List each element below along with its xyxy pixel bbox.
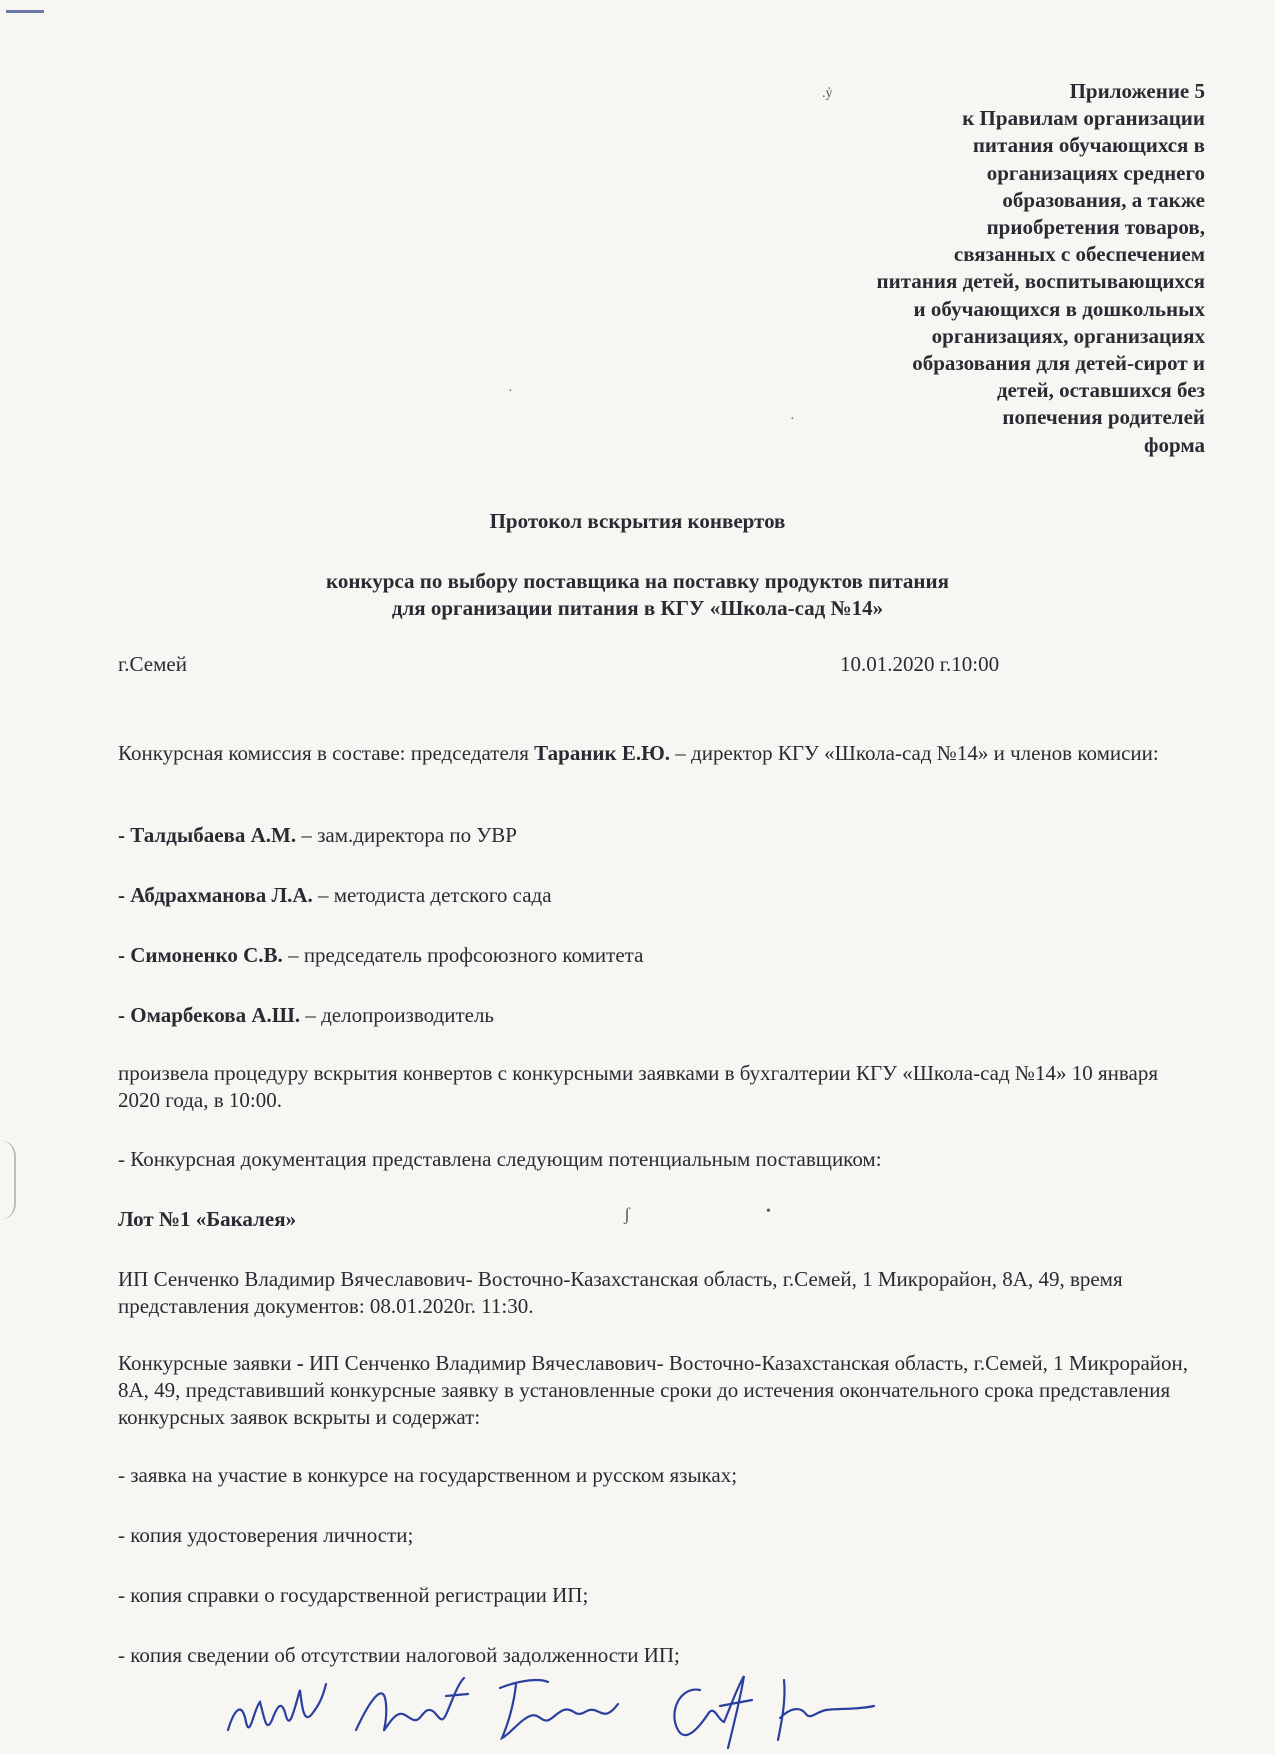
signature-4-icon bbox=[660, 1660, 760, 1754]
member-name: - Талдыбаева А.М. bbox=[118, 823, 297, 847]
appendix-line: и обучающихся в дошкольных bbox=[913, 296, 1205, 321]
appendix-line: питания обучающихся в bbox=[972, 133, 1205, 158]
scan-speck: .ỷ bbox=[822, 86, 833, 101]
scan-speck: · bbox=[508, 384, 513, 399]
appendix-line: к Правилам организации bbox=[962, 106, 1205, 131]
appendix-line: детей, оставшихся без bbox=[996, 378, 1205, 403]
commission-member bbox=[118, 942, 1198, 969]
appendix-line: Приложение 5 bbox=[1069, 79, 1205, 103]
document-list-item: - заявка на участие в конкурсе на государственном и русском языках; bbox=[118, 1463, 738, 1487]
appendix-line: образования, а также bbox=[1002, 187, 1205, 212]
appendix-line: организациях, организациях bbox=[931, 323, 1205, 348]
document-list-item: - копия справки о государственной регистрации ИП; bbox=[118, 1583, 589, 1607]
document-place: г.Семей bbox=[118, 652, 187, 676]
scan-speck: · bbox=[790, 412, 795, 427]
commission-chair-name: Тараник Е.Ю. bbox=[534, 741, 671, 765]
documentation-paragraph: - Конкурсная документация представлена следующим потенциальным поставщиком: bbox=[118, 1147, 882, 1171]
appendix-line: связанных с обеспечением bbox=[953, 242, 1205, 267]
scan-speck: ʃ bbox=[624, 1204, 630, 1224]
scan-corner-mark bbox=[6, 10, 44, 13]
commission-member bbox=[118, 1002, 1198, 1029]
lot-title: Лот №1 «Бакалея» bbox=[118, 1207, 297, 1231]
member-name: - Омарбекова А.Ш. bbox=[118, 1003, 301, 1027]
member-role: – делопроизводитель bbox=[300, 1003, 494, 1027]
applications-label: Конкурсные заявки bbox=[118, 1351, 292, 1375]
commission-intro-after: – директор КГУ «Школа-сад №14» и членов комиcии: bbox=[670, 741, 1159, 765]
procedure-paragraph: произвела процедуру вскрытия конвертов с конкурсными заявками в бухгалтерии КГУ «Школа-сад №14» 10 января 2020 года, в 10:00. bbox=[118, 1061, 1158, 1112]
document-datetime: 10.01.2020 г.10:00 bbox=[840, 652, 1000, 676]
member-role: – методиста детского сада bbox=[312, 883, 552, 907]
appendix-line: организациях среднего bbox=[986, 160, 1205, 185]
applications-dash: - bbox=[291, 1351, 309, 1375]
scan-speck: • bbox=[766, 1204, 771, 1219]
document-title: Протокол вскрытия конвертов bbox=[489, 509, 786, 533]
commission-member bbox=[118, 822, 1198, 849]
member-name: - Абдрахманова Л.А. bbox=[118, 883, 313, 907]
appendix-line: питания детей, воспитывающихся bbox=[876, 269, 1205, 294]
appendix-line: попечения родителей bbox=[1002, 405, 1205, 430]
signature-5-icon bbox=[770, 1660, 880, 1754]
appendix-line: приобретения товаров, bbox=[986, 215, 1205, 240]
appendix-line: форма bbox=[1143, 432, 1205, 457]
appendix-header bbox=[775, 78, 1205, 459]
member-role: – председатель профсоюзного комитета bbox=[282, 943, 644, 967]
subtitle-line: конкурса по выбору поставщика на поставку продуктов питания bbox=[326, 569, 949, 593]
applications-paragraph bbox=[118, 1350, 1198, 1431]
commission-intro bbox=[118, 740, 1198, 767]
signature-2-icon bbox=[350, 1660, 470, 1754]
signature-1-icon bbox=[220, 1660, 330, 1754]
member-name: - Симоненко С.В. bbox=[118, 943, 283, 967]
document-list-item: - копия сведении об отсутствии налоговой задолженности ИП; bbox=[118, 1643, 680, 1667]
document-list-item: - копия удостоверения личности; bbox=[118, 1523, 414, 1547]
signatures-row bbox=[220, 1660, 880, 1754]
commission-intro-before: Конкурсная комиссия в составе: председателя bbox=[118, 741, 535, 765]
member-role: – зам.директора по УВР bbox=[296, 823, 517, 847]
signature-3-icon bbox=[490, 1660, 630, 1754]
applications-text: ИП Сенченко Владимир Вячеславович- Восточно-Казахстанская область, г.Семей, 1 Микрорайон, 8А, 49, представивший конкурсные заявку в установленные сроки до истечения окончательного срока представления конкурсных заявок вскрыты и содержат: bbox=[118, 1351, 1189, 1429]
subtitle-line: для организации питания в КГУ «Школа-сад №14» bbox=[391, 596, 884, 620]
supplier-paragraph: ИП Сенченко Владимир Вячеславович- Восточно-Казахстанская область, г.Семей, 1 Микрорайон, 8А, 49, время представления документов: 08.01.2020г. 11:30. bbox=[118, 1267, 1123, 1318]
appendix-line: образования для детей-сирот и bbox=[912, 351, 1205, 376]
scan-edge-shadow bbox=[0, 1140, 16, 1220]
document-subtitle bbox=[0, 568, 1275, 622]
commission-member bbox=[118, 882, 1198, 909]
